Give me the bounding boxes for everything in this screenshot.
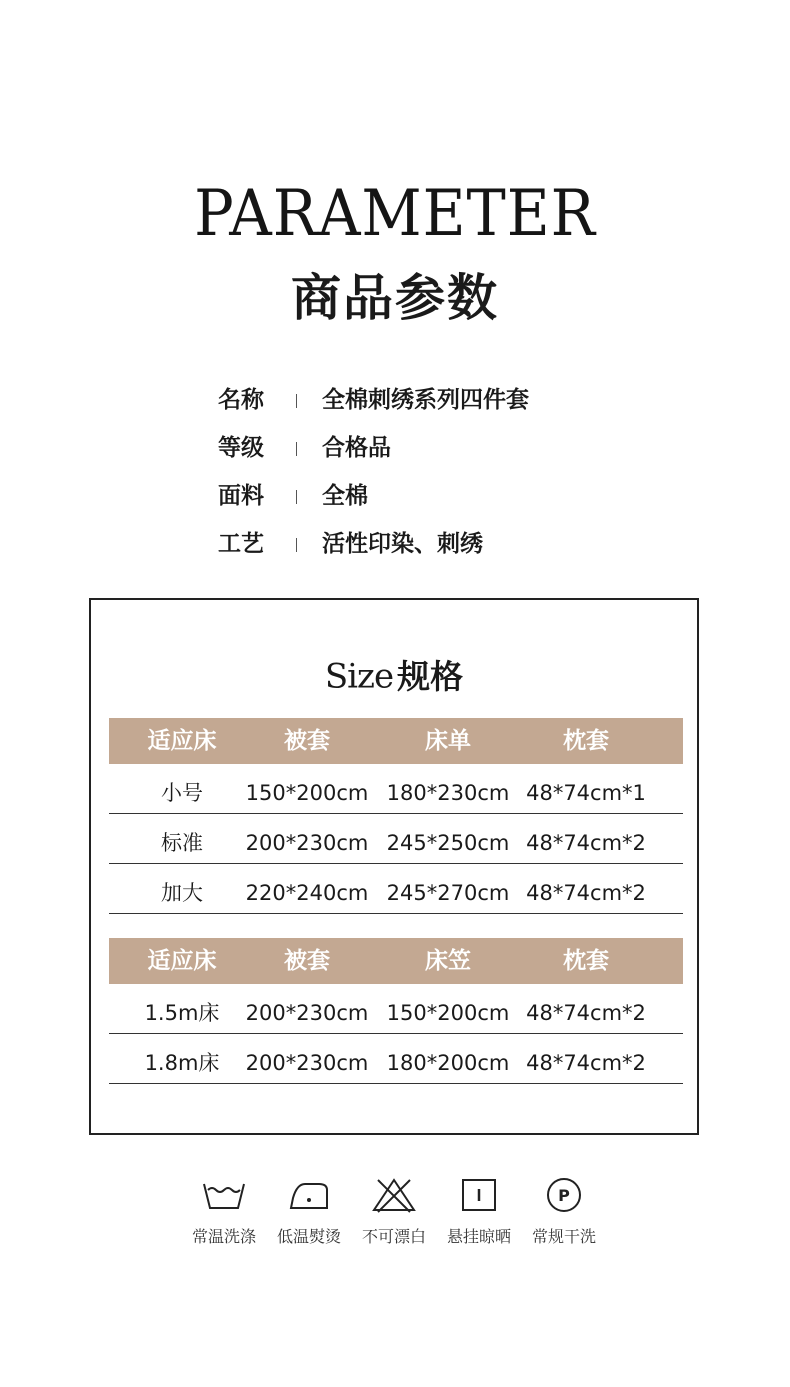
care-dryclean [524,1176,604,1247]
cell: 245*250cm [386,831,510,855]
cell: 220*240cm [245,881,369,905]
table-row [109,984,683,1034]
cell: 加大 [161,881,203,905]
care-hang [439,1176,519,1247]
hero-chinese-title: 商品参数 [291,269,499,327]
param-row-grade [218,428,638,476]
care-label: 常温洗涤 [191,1227,256,1246]
table-row [109,764,683,814]
size-title-chinese: 规格 [397,656,464,696]
care-iron [269,1176,349,1247]
wash-tub-icon [200,1176,248,1214]
iron-icon [285,1176,333,1214]
cell: 200*230cm [245,1051,369,1075]
cell: 标准 [161,831,203,855]
cell: 200*230cm [245,1001,369,1025]
table-header [109,938,683,984]
cell: 48*74cm*2 [526,1001,646,1025]
care-instructions [180,1176,610,1256]
cell: 48*74cm*2 [526,1051,646,1075]
param-key: 等级 [218,435,264,461]
size-table-fitted [109,938,683,1084]
cell: 48*74cm*2 [526,881,646,905]
separator [296,538,297,552]
care-label: 低温熨烫 [276,1227,341,1246]
cell: 150*200cm [245,781,369,805]
cell: 小号 [161,781,203,805]
param-row-name [218,380,638,428]
param-value: 活性印染、刺绣 [322,531,483,557]
header-cell: 枕套 [563,728,609,754]
header-cell: 被套 [284,728,330,754]
cell: 200*230cm [245,831,369,855]
table-row [109,864,683,914]
no-bleach-icon [370,1176,418,1214]
table-row [109,1034,683,1084]
hang-dry-icon [455,1176,503,1214]
svg-text:P: P [558,1186,570,1205]
separator [296,490,297,504]
size-panel [89,598,699,1135]
table-header [109,718,683,764]
param-row-craft [218,524,638,572]
separator [296,442,297,456]
header-cell: 枕套 [563,948,609,974]
care-label: 悬挂晾晒 [446,1227,511,1246]
care-bleach [354,1176,434,1247]
care-label: 不可漂白 [361,1227,426,1246]
cell: 180*230cm [386,781,510,805]
param-value: 合格品 [322,435,391,461]
size-title-english: Size [324,656,394,697]
param-value: 全棉刺绣系列四件套 [322,387,529,413]
param-row-fabric [218,476,638,524]
cell: 1.8m床 [144,1051,220,1075]
header-cell: 床笠 [425,948,471,974]
cell: 1.5m床 [144,1001,220,1025]
param-key: 名称 [218,387,264,413]
care-wash [184,1176,264,1247]
cell: 245*270cm [386,881,510,905]
size-title [91,654,697,699]
size-table-sheet [109,718,683,914]
table-row [109,814,683,864]
param-value: 全棉 [322,483,368,509]
cell: 150*200cm [386,1001,510,1025]
separator [296,394,297,408]
cell: 48*74cm*2 [526,831,646,855]
header-cell: 床单 [425,728,471,754]
param-key: 工艺 [218,531,264,557]
dry-clean-icon [540,1176,588,1214]
care-label: 常规干洗 [531,1227,596,1246]
param-key: 面料 [218,483,264,509]
parameter-list [218,380,638,572]
header-cell: 适应床 [147,948,217,974]
header-cell: 适应床 [147,728,217,754]
hero-english-title: PARAMETER [194,177,596,251]
cell: 48*74cm*1 [526,781,646,805]
header-cell: 被套 [284,948,330,974]
cell: 180*200cm [386,1051,510,1075]
